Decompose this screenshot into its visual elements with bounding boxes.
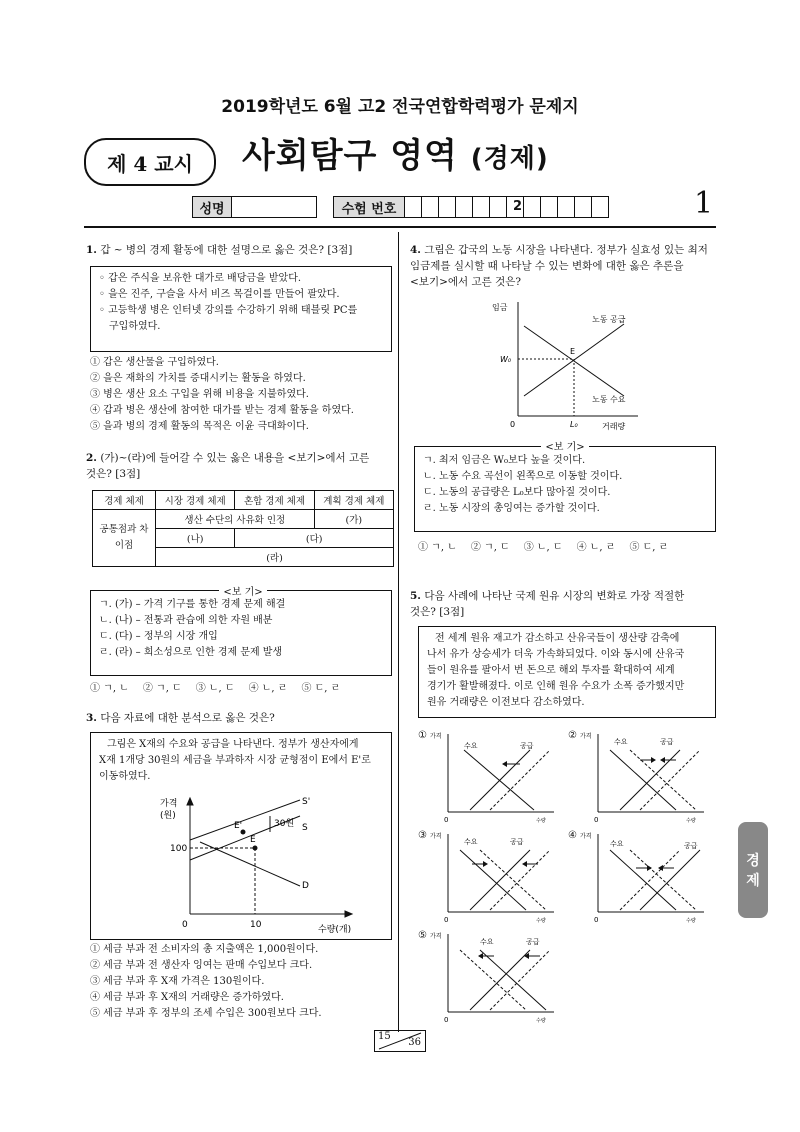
q1-box-line: ◦ 고등학생 병은 인터넷 강의를 수강하기 위해 태블릿 PC를 xyxy=(99,305,358,316)
q5-g2-demand: 수요 xyxy=(614,738,628,746)
q5-box-line: 나서 유가 상승세가 더욱 가속화되었다. 이와 동시에 산유국 xyxy=(427,649,685,660)
q5-option-num-5[interactable]: ⑤ xyxy=(418,930,427,941)
q2-cell-ra: (라) xyxy=(156,548,394,567)
q3-origin: 0 xyxy=(182,920,188,930)
q2-boki-title-text: <보 기> xyxy=(219,587,266,598)
q5-graph-5[interactable] xyxy=(430,928,560,1024)
q5-option-num-4[interactable]: ④ xyxy=(568,830,577,841)
q5-g2-price: 가격 xyxy=(580,733,592,740)
q3-option-5[interactable]: ⑤ 세금 부과 후 정부의 조세 수입은 300원보다 크다. xyxy=(90,1008,322,1019)
exam-no-label: 수험 번호 xyxy=(333,196,405,218)
q3-option-3[interactable]: ③ 세금 부과 후 X재 가격은 130원이다. xyxy=(90,976,265,987)
q3-label-S2: S' xyxy=(302,797,311,807)
q4-text-line: <보기>에서 고른 것은? xyxy=(410,276,522,288)
q3-demand-curve xyxy=(200,842,300,886)
q4-stem xyxy=(410,242,720,290)
q5-g3-supply: 공급 xyxy=(510,838,524,846)
q5-number: 5. xyxy=(410,590,421,602)
q4-boki-title-text: <보 기> xyxy=(541,442,588,453)
side-tab-char: 제 xyxy=(746,873,760,889)
q2-boki-item: ㄹ. (라) – 희소성으로 인한 경제 문제 발생 xyxy=(99,647,283,658)
q5-box-line: 경기가 활발해졌다. 이로 인해 원유 수요가 소폭 증가했지만 xyxy=(427,681,685,692)
q4-xlabel: 거래량 xyxy=(602,422,626,431)
q5-g4-price: 가격 xyxy=(580,833,592,840)
q3-yunit: (원) xyxy=(160,811,176,821)
q1-box-line: ◦ 갑은 주식을 보유한 대가로 배당금을 받았다. xyxy=(99,273,302,284)
q3-box-line: 그림은 X재의 수요와 공급을 나타낸다. 정부가 생산자에게 xyxy=(107,739,359,750)
q5-g1-qty: 수량 xyxy=(536,818,546,824)
q3-point-E xyxy=(253,846,258,851)
q5-g4-origin: 0 xyxy=(594,916,599,924)
subject-title xyxy=(242,128,549,177)
q3-option-4[interactable]: ④ 세금 부과 후 X재의 거래량은 증가하였다. xyxy=(90,992,284,1003)
q3-x-arrow xyxy=(345,911,352,917)
q5-text-line: 것은? [3점] xyxy=(410,606,465,618)
q3-stem xyxy=(86,710,396,726)
column-divider xyxy=(398,232,399,1032)
name-label: 성명 xyxy=(192,196,232,218)
q3-tick-10: 10 xyxy=(250,920,262,930)
q5-g3-price: 가격 xyxy=(430,833,442,840)
subject-sub: (경제) xyxy=(470,144,549,174)
q4-choice-2[interactable]: ② ㄱ, ㄷ xyxy=(470,542,510,553)
q5-graph-3[interactable] xyxy=(430,828,560,924)
q1-option-1[interactable]: ① 갑은 생산물을 구입하였다. xyxy=(90,357,219,368)
q2-number: 2. xyxy=(86,452,97,464)
q5-option-num-1[interactable]: ① xyxy=(418,730,427,741)
q3-label-tax: 30원 xyxy=(274,819,295,829)
q1-text: 갑 ~ 병의 경제 활동에 대한 설명으로 옳은 것은? [3점] xyxy=(100,244,353,256)
q4-label-W0: W₀ xyxy=(500,355,512,364)
q2-th: 계획 경제 체제 xyxy=(314,491,393,510)
q1-box xyxy=(90,266,392,352)
q3-option-1[interactable]: ① 세금 부과 전 소비자의 총 지출액은 1,000원이다. xyxy=(90,944,319,955)
q2-choice-4[interactable]: ④ ㄴ, ㄹ xyxy=(248,683,288,694)
q2-choice-1[interactable]: ① ㄱ, ㄴ xyxy=(90,683,129,694)
q3-option-2[interactable]: ② 세금 부과 전 생산자 잉여는 판매 수입보다 크다. xyxy=(90,960,313,971)
q5-g4-demand: 수요 xyxy=(610,840,624,848)
q1-option-2[interactable]: ② 을은 재화의 가치를 증대시키는 활동을 하였다. xyxy=(90,373,306,384)
q4-choice-5[interactable]: ⑤ ㄷ, ㄹ xyxy=(629,542,669,553)
q4-boki-item: ㄱ. 최저 임금은 W₀보다 높을 것이다. xyxy=(423,455,586,466)
q4-graph xyxy=(488,296,648,432)
header-rule xyxy=(84,226,716,228)
q4-choice-3[interactable]: ③ ㄴ, ㄷ xyxy=(523,542,563,553)
q5-g2-qty: 수량 xyxy=(686,818,696,824)
q2-choice-5[interactable]: ⑤ ㄷ, ㄹ xyxy=(301,683,341,694)
q4-boki-item: ㄴ. 노동 수요 곡선이 왼쪽으로 이동할 것이다. xyxy=(423,471,623,482)
side-tab-char: 경 xyxy=(746,853,760,869)
q5-g3-demand: 수요 xyxy=(464,838,478,846)
q4-number: 4. xyxy=(410,244,421,256)
q2-cell-na: (나) xyxy=(156,529,235,548)
q5-g5-demand: 수요 xyxy=(480,938,494,946)
q2-table xyxy=(92,490,394,567)
q5-g4-supply: 공급 xyxy=(684,842,698,850)
q3-label-S: S xyxy=(302,823,308,833)
q4-label-L0: L₀ xyxy=(570,420,578,429)
q2-text-line: 것은? [3점] xyxy=(86,468,141,480)
q3-y-arrow xyxy=(187,798,193,805)
q5-g4-qty: 수량 xyxy=(686,918,696,924)
q5-g1-origin: 0 xyxy=(444,816,449,824)
q5-stem xyxy=(410,588,720,620)
q4-choice-4[interactable]: ④ ㄴ, ㄹ xyxy=(576,542,616,553)
q5-g3-origin: 0 xyxy=(444,916,449,924)
q3-label-D: D xyxy=(302,881,309,891)
q5-option-num-2[interactable]: ② xyxy=(568,730,577,741)
q2-choice-3[interactable]: ③ ㄴ, ㄷ xyxy=(195,683,235,694)
q5-g2-supply: 공급 xyxy=(660,738,674,746)
q5-g5-supply: 공급 xyxy=(526,938,540,946)
q5-graph-2[interactable] xyxy=(580,728,710,824)
name-field xyxy=(231,196,317,218)
q3-graph xyxy=(150,794,370,934)
q2-stem xyxy=(86,450,396,482)
q4-choice-1[interactable]: ① ㄱ, ㄴ xyxy=(418,542,457,553)
q5-g5-price: 가격 xyxy=(430,933,442,940)
q5-g1-price: 가격 xyxy=(430,733,442,740)
q5-g1-demand: 수요 xyxy=(464,742,478,750)
q2-th: 경제 체제 xyxy=(93,491,156,510)
q2-cell-r1-left: 생산 수단의 사유화 인정 xyxy=(156,510,315,529)
q1-option-5[interactable]: ⑤ 을과 병의 경제 활동의 목적은 이윤 극대화이다. xyxy=(90,421,309,432)
q1-stem xyxy=(86,242,396,258)
q5-box-line: 원유 거래량은 이전보다 감소하였다. xyxy=(427,697,585,708)
q3-box-line: X재 1개당 30원의 세금을 부과하자 시장 균형점이 E에서 E'로 xyxy=(99,755,371,766)
q1-box-line: 구입하였다. xyxy=(109,321,161,332)
q2-row-label: 공통점과 차이점 xyxy=(93,510,156,567)
q5-g5-qty: 수량 xyxy=(536,1018,546,1024)
q1-option-3[interactable]: ③ 병은 생산 요소 구입을 위해 비용을 지불하였다. xyxy=(90,389,309,400)
q4-text-line: 그림은 갑국의 노동 시장을 나타낸다. 정부가 실효성 있는 최저 xyxy=(424,244,708,256)
q5-g2-origin: 0 xyxy=(594,816,599,824)
q5-g3-qty: 수량 xyxy=(536,918,546,924)
q4-label-E: E xyxy=(570,347,576,356)
q5-g1-supply: 공급 xyxy=(520,742,534,750)
q2-boki-item: ㄴ. (나) – 전통과 관습에 의한 자원 배분 xyxy=(99,615,273,626)
q3-xlabel: 수량(개) xyxy=(318,925,352,934)
q2-th: 시장 경제 체제 xyxy=(156,491,235,510)
q4-boki-box xyxy=(414,446,716,532)
q4-label-supply: 노동 공급 xyxy=(592,315,626,324)
q4-text-line: 임금제를 실시할 때 나타날 수 있는 변화에 대한 옳은 추론을 xyxy=(410,260,684,272)
q4-origin: 0 xyxy=(510,420,516,429)
q5-graph-4[interactable] xyxy=(580,828,710,924)
footer-total: 36 xyxy=(408,1037,421,1048)
exam-no-grid xyxy=(404,196,610,218)
q1-option-4[interactable]: ④ 갑과 병은 생산에 참여한 대가를 받는 경제 활동을 하였다. xyxy=(90,405,354,416)
exam-no-cells xyxy=(404,196,610,222)
q5-box-line: 들이 원유를 팔아서 번 돈으로 해외 투자를 확대하여 세계 xyxy=(427,665,675,676)
q5-g5-origin: 0 xyxy=(444,1016,449,1024)
q2-boki-item: ㄱ. (가) – 가격 기구를 통한 경제 문제 해결 xyxy=(99,599,286,610)
q1-number: 1. xyxy=(86,244,97,256)
q2-cell-da: (다) xyxy=(235,529,394,548)
q3-label-E2: E' xyxy=(234,821,243,831)
q5-box-line: 전 세계 원유 재고가 감소하고 산유국들이 생산량 감축에 xyxy=(435,633,680,644)
q3-tick-100: 100 xyxy=(170,844,188,854)
q2-th: 혼합 경제 체제 xyxy=(235,491,314,510)
exam-no-digit: 2 xyxy=(513,199,523,214)
page-footer xyxy=(374,1030,426,1052)
q2-text-line: (가)~(라)에 들어갈 수 있는 옳은 내용을 <보기>에서 고른 xyxy=(100,452,370,464)
q3-options xyxy=(90,942,395,1022)
q1-box-line: ◦ 을은 진주, 구슬을 사서 비즈 목걸이를 만들어 팔았다. xyxy=(99,289,340,300)
q2-choices xyxy=(90,681,395,697)
session-badge: 제 4 교시 xyxy=(84,138,216,186)
q2-boki-item: ㄷ. (다) – 정부의 시장 개입 xyxy=(99,631,218,642)
subject-main: 사회탐구 영역 xyxy=(242,136,458,176)
q4-choices xyxy=(418,540,718,556)
q1-options xyxy=(90,355,395,435)
exam-title: 2019학년도 6월 고2 전국연합학력평가 문제지 xyxy=(221,97,579,117)
q5-graph-1[interactable] xyxy=(430,728,560,824)
q4-boki-item: ㄷ. 노동의 공급량은 L₀보다 많아질 것이다. xyxy=(423,487,611,498)
footer-page: 15 xyxy=(378,1031,391,1042)
q2-boki-box xyxy=(90,590,392,676)
page-number: 1 xyxy=(694,186,714,221)
q4-ylabel: 임금 xyxy=(492,303,508,312)
q2-choice-2[interactable]: ② ㄱ, ㄷ xyxy=(142,683,182,694)
q3-number: 3. xyxy=(86,712,97,724)
q5-option-num-3[interactable]: ③ xyxy=(418,830,427,841)
subject-side-tab xyxy=(738,822,768,918)
q4-boki-item: ㄹ. 노동 시장의 총잉여는 증가할 것이다. xyxy=(423,503,600,514)
q3-text: 다음 자료에 대한 분석으로 옳은 것은? xyxy=(100,712,275,724)
q5-box xyxy=(418,626,716,718)
q3-ylabel: 가격 xyxy=(160,799,178,809)
q3-box-line: 이동하였다. xyxy=(99,771,151,782)
q4-label-demand: 노동 수요 xyxy=(592,395,626,404)
q2-cell-ga: (가) xyxy=(314,510,393,529)
q5-text-line: 다음 사례에 나타난 국제 원유 시장의 변화로 가장 적절한 xyxy=(424,590,685,602)
q3-label-E: E xyxy=(250,835,256,845)
